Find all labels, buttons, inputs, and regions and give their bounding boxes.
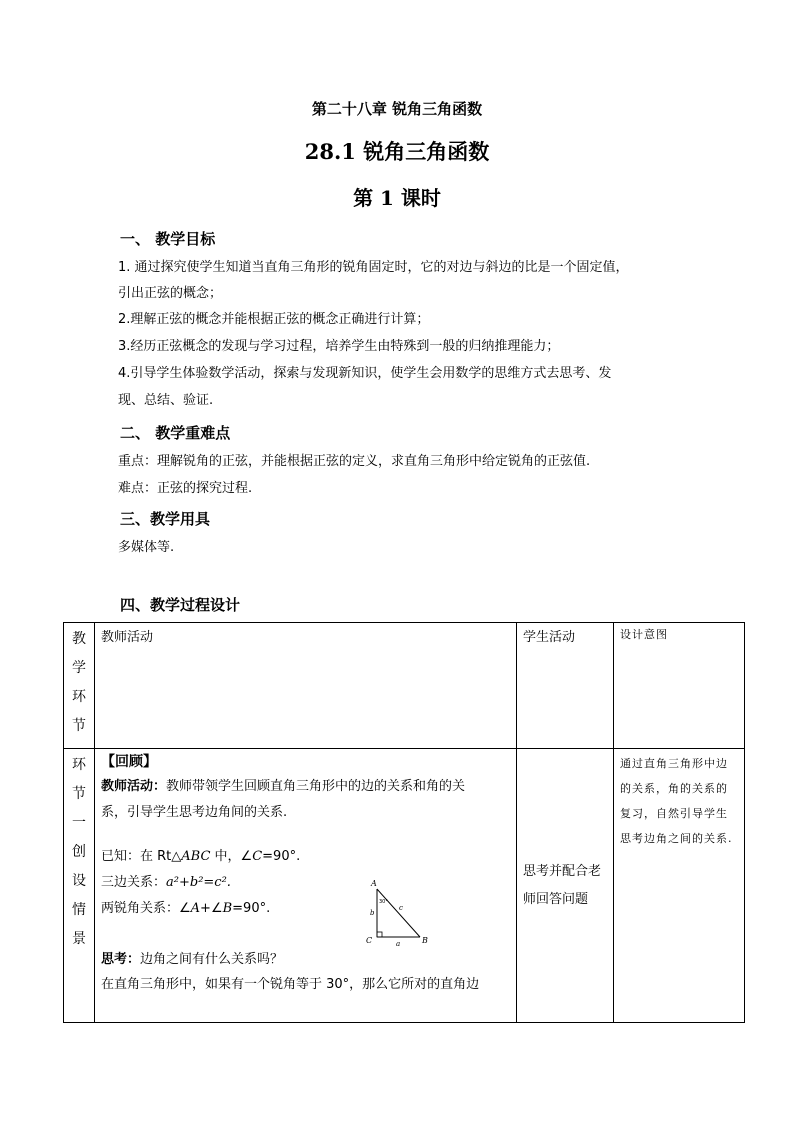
stage-cell: [64, 749, 95, 1023]
vertex-a-label: A: [371, 879, 377, 888]
goal-line-5: 4.引导学生体验数学活动，探索与发现新知识，使学生会用数学的思维方式去思考、发: [118, 366, 612, 381]
right-triangle-figure: [365, 877, 437, 947]
key-point: 重点：理解锐角的正弦，并能根据正弦的定义，求直角三角形中给定锐角的正弦值.: [118, 454, 591, 469]
known-line: [101, 848, 300, 866]
known-c: C: [252, 849, 263, 864]
right-angle-mark: [377, 932, 382, 937]
difficult-point: 难点：正弦的探究过程.: [118, 481, 253, 496]
teacher-cell: [95, 749, 517, 1023]
review-label: 【回顾】: [101, 754, 157, 770]
section-heading-goals: 一、 教学目标: [120, 230, 216, 248]
process-table: [63, 622, 745, 1023]
angles-a: A: [190, 901, 201, 916]
table-row: [64, 749, 745, 1023]
lesson-title: 28.1 锐角三角函数: [304, 139, 490, 164]
side-c-line: [377, 889, 420, 937]
vertex-c-label: C: [366, 936, 373, 945]
known-abc: ABC: [181, 849, 211, 864]
header-intent: 设计意图: [614, 623, 745, 749]
side-a-label: a: [396, 940, 401, 947]
header-stage-text: 教学环节: [72, 631, 86, 734]
header-student: 学生活动: [517, 623, 614, 749]
angles-b: B: [222, 901, 233, 916]
side-b-label: b: [370, 909, 375, 917]
intent-cell: [614, 749, 745, 1023]
goal-line-2: 引出正弦的概念；: [118, 286, 223, 301]
sides-prefix: 三边关系：: [101, 875, 167, 890]
goal-line-1: 1. 通过探究使学生知道当直角三角形的锐角固定时，它的对边与斜边的比是一个固定值，: [118, 260, 629, 275]
angles-prefix: 两锐角关系：∠: [101, 901, 191, 916]
teacher-activity-line-1: [101, 778, 465, 796]
lesson-subtitle: 第 1 课时: [353, 186, 441, 210]
goal-line-3: 2.理解正弦的概念并能根据正弦的概念正确进行计算；: [118, 312, 430, 327]
think-label: 思考：: [101, 952, 141, 967]
section-heading-tools: 三、教学用具: [120, 510, 211, 528]
angles-line: [101, 900, 270, 918]
stage-text: 环节一创设情景: [72, 757, 86, 947]
goal-line-6: 现、总结、验证.: [118, 393, 214, 408]
think-line: [101, 951, 283, 969]
student-activity-text: 思考并配合老师回答问题: [523, 863, 602, 907]
teacher-activity-line-2: 系，引导学生思考边角间的关系.: [101, 805, 288, 820]
angle-label: 30°: [379, 899, 388, 905]
sides-expr: a²+b²=c².: [166, 875, 231, 890]
tools-content: 多媒体等.: [118, 540, 175, 555]
chapter-title: 第二十八章 锐角三角函数: [311, 100, 483, 118]
table-header-row: [64, 623, 745, 749]
known-prefix: 已知：在 Rt△: [101, 849, 182, 864]
angles-suffix: =90°.: [232, 901, 271, 916]
side-c-label: c: [399, 904, 403, 912]
student-cell: [517, 749, 614, 1023]
think-text: 边角之间有什么关系吗？: [140, 952, 284, 967]
known-mid: 中，∠: [210, 849, 253, 864]
intent-text: 通过直角三角形中边的关系，角的关系的复习，自然引导学生思考边角之间的关系.: [620, 757, 733, 845]
section-heading-process: 四、教学过程设计: [120, 596, 241, 614]
header-stage: [64, 623, 95, 749]
sides-line: [101, 874, 231, 892]
vertex-b-label: B: [422, 936, 428, 945]
last-line: 在直角三角形中，如果有一个锐角等于 30°，那么它所对的直角边: [101, 977, 480, 992]
section-heading-focus: 二、 教学重难点: [120, 424, 231, 442]
teacher-activity-label: 教师活动：: [101, 779, 167, 794]
header-teacher: 教师活动: [95, 623, 517, 749]
angles-plus: +∠: [200, 901, 223, 916]
teacher-activity-text: 教师带领学生回顾直角三角形中的边的关系和角的关: [166, 779, 466, 794]
known-suffix: =90°.: [262, 849, 301, 864]
goal-line-4: 3.经历正弦概念的发现与学习过程，培养学生由特殊到一般的归纳推理能力；: [118, 339, 560, 354]
